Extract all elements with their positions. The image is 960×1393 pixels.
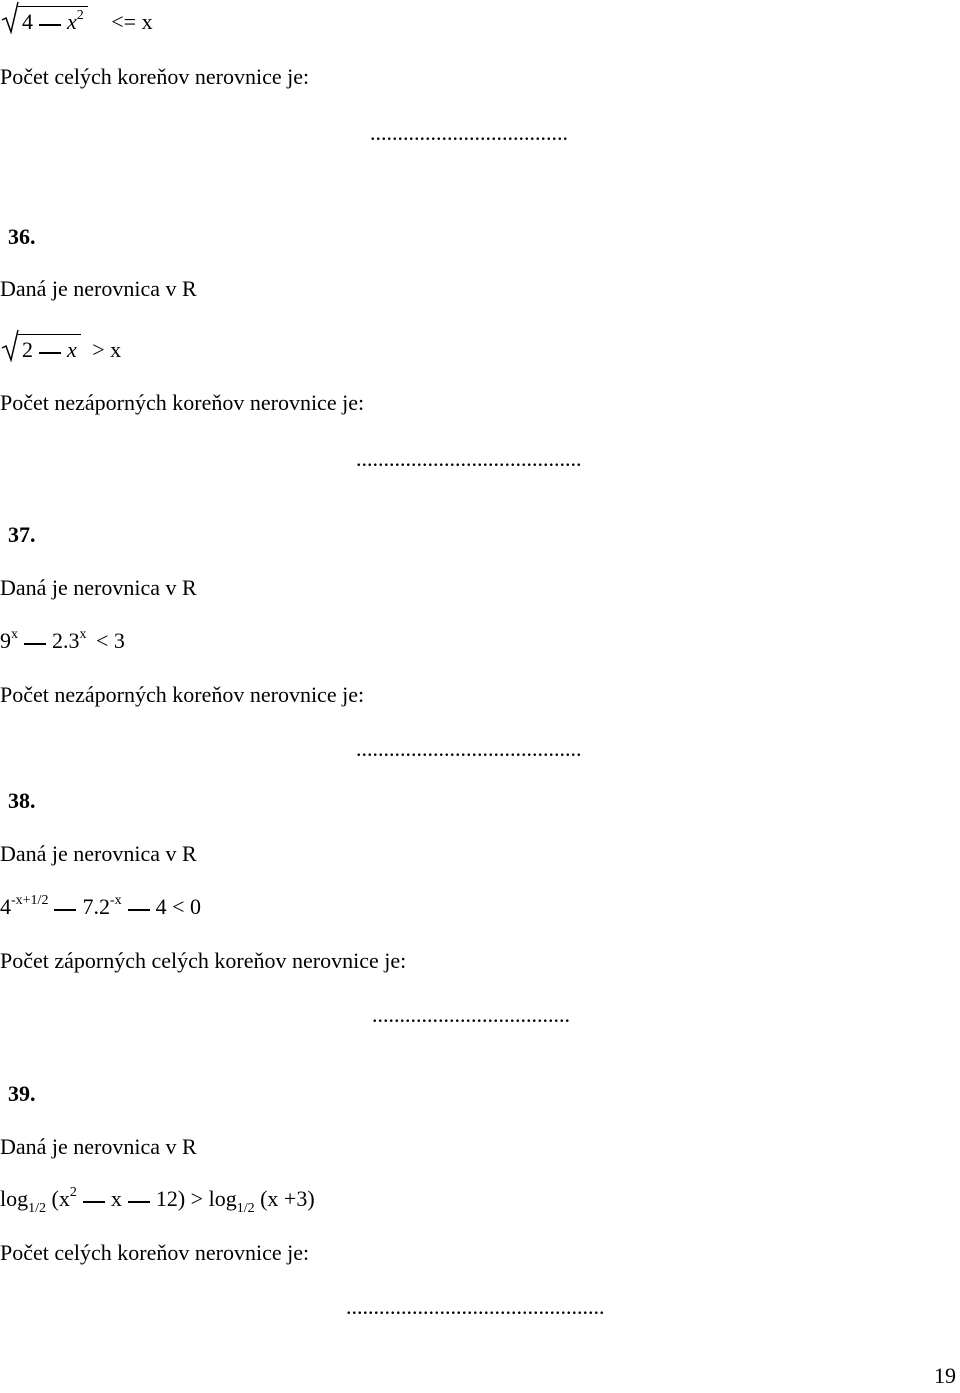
q36-inequality — [0, 334, 121, 363]
q38-exponent1: -x+1/2 — [11, 893, 49, 908]
sqrt-symbol — [0, 6, 88, 39]
q38-rest: 4 < 0 — [155, 894, 202, 919]
q37-term2: 2.3 — [52, 628, 80, 653]
q37-exponent1: x — [11, 627, 18, 642]
q38-answer-blank[interactable]: .................................... — [372, 1002, 570, 1027]
q39-answer-blank[interactable]: ............................................... — [346, 1294, 605, 1319]
q39-question: Počet celých koreňov nerovnice je: — [0, 1240, 310, 1265]
q38-term2: 7.2 — [82, 894, 110, 919]
q35-radicand-exponent: 2 — [76, 8, 84, 23]
q39-arg1-open: (x — [51, 1186, 70, 1211]
q35-inequality — [0, 6, 153, 39]
q36-radicand-constant: 2 — [22, 337, 33, 362]
q38-question: Počet záporných celých koreňov nerovnice je: — [0, 948, 407, 973]
minus-sign — [24, 643, 46, 645]
q39-arg1-mid: x — [110, 1186, 122, 1211]
q37-answer-blank[interactable]: ......................................... — [356, 736, 582, 761]
q36-intro: Daná je nerovnica v R — [0, 276, 197, 301]
page-number: 19 — [934, 1363, 956, 1388]
q39-inequality — [0, 1186, 315, 1216]
minus-sign — [83, 1201, 105, 1203]
q37-number: 37. — [8, 522, 36, 547]
minus-sign — [128, 1201, 150, 1203]
q38-number: 38. — [8, 788, 36, 813]
q36-radicand-variable: x — [67, 337, 77, 362]
q39-log2: log — [208, 1186, 237, 1211]
q35-rhs: <= x — [111, 9, 153, 34]
q39-arg1-exponent: 2 — [69, 1185, 77, 1200]
q39-log1-base: 1/2 — [28, 1201, 47, 1216]
q37-rhs: < 3 — [96, 628, 125, 653]
sqrt-symbol — [0, 334, 81, 363]
q39-number: 39. — [8, 1081, 36, 1106]
q35-question: Počet celých koreňov nerovnice je: — [0, 64, 310, 89]
q39-arg2: (x +3) — [260, 1186, 315, 1211]
q38-intro: Daná je nerovnica v R — [0, 841, 197, 866]
minus-sign — [128, 909, 150, 911]
q36-question: Počet nezáporných koreňov nerovnice je: — [0, 390, 365, 415]
q35-radicand-constant: 4 — [22, 9, 33, 34]
q37-intro: Daná je nerovnica v R — [0, 575, 197, 600]
q35-radicand-variable: x — [67, 9, 77, 34]
minus-sign — [39, 24, 61, 26]
minus-sign — [39, 352, 61, 354]
q36-rhs: > x — [92, 337, 122, 362]
q39-arg1-end: 12) > — [155, 1186, 204, 1211]
minus-sign — [54, 909, 76, 911]
q39-intro: Daná je nerovnica v R — [0, 1134, 197, 1159]
q36-answer-blank[interactable]: ......................................... — [356, 446, 582, 471]
q37-question: Počet nezáporných koreňov nerovnice je: — [0, 682, 365, 707]
q38-exponent2: -x — [109, 893, 122, 908]
q39-log2-base: 1/2 — [236, 1201, 255, 1216]
q38-base1: 4 — [0, 894, 11, 919]
q37-exponent2: x — [79, 627, 87, 642]
q39-log1: log — [0, 1186, 29, 1211]
q37-inequality — [0, 628, 125, 658]
q37-base1: 9 — [0, 628, 11, 653]
q36-number: 36. — [8, 224, 36, 249]
q35-answer-blank[interactable]: .................................... — [370, 120, 568, 145]
q38-inequality — [0, 894, 201, 924]
